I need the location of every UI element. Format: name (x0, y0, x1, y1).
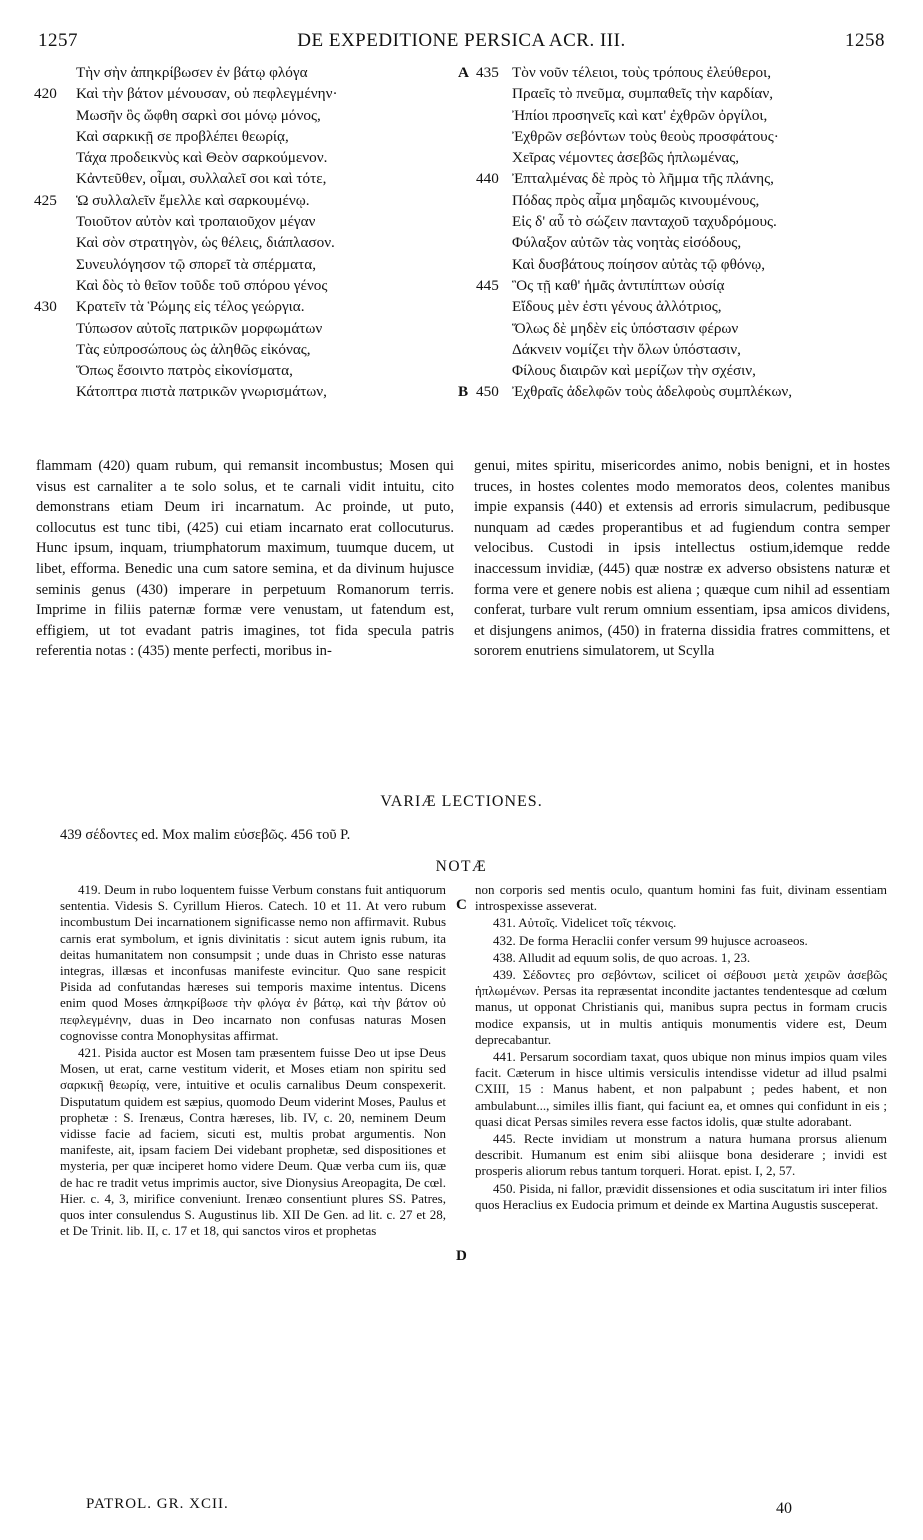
verse-text: Τύπωσον αὐτοῖς πατρικῶν μορφωμάτων (76, 319, 323, 337)
note-paragraph: 419. Deum in rubo loquentem fuisse Verbum constans fuit antiquorum sententia. Videsis S. Cyrillum Hieros. Catech. 10 et 11. At vero rubum incombustum Dei incarnationem significasse nemo non affirmavit. Rubus carnis erat symbolum, et ignis divinitatis : sicut autem ignis rubum, ita deitas humanitatem non consumpsit ; unde duas in Christo esse naturas integras, illæsas et inconfusas manifeste evincitur. Quo sane respicit Pisida ad confutandas hæreses sui temporis maxime intentus. Dicens enim quod Moses ἀπηκρίβωσε τὴν φλόγα ἐν βάτῳ, καὶ τὴν βάτον οὐ πεφλεγμένην, duas in Deo incarnato non confusas naturas Mosen cognovisse contra Monophysitas affirmat. (60, 882, 446, 1043)
verse-text: Ὃς τῇ καθ' ἡμᾶς ἀντιπίπτων οὐσίᾳ (512, 276, 725, 294)
note-paragraph: 432. De forma Heraclii confer versum 99 hujusce acroaseos. (493, 932, 808, 948)
verse-line (458, 168, 898, 189)
verse-text: Καὶ σαρκικῇ σε προβλέπει θεωρίᾳ, (76, 127, 289, 145)
note-paragraph: 431. Αὐτοῖς. Videlicet τοῖς τέκνοις. (493, 915, 677, 931)
verse-column-right (458, 62, 898, 403)
verse-line (36, 232, 456, 253)
verse-column-left (36, 62, 456, 403)
verse-line (36, 105, 456, 126)
note-paragraph: 439. Σέδοντες pro σεβόντων, scilicet οἱ σέβουσι μετὰ χειρῶν ἀσεβῶς ἡπλωμένων. Persas ita repræsentat incondite jactantes tendentesque ad cœlum manus, ut opponat Christianis qui, manibus supra pectus in formam crucis modice expansis, ut in multis antiquis monumentis videre est, Deum deprecabantur. (475, 967, 887, 1047)
verse-text: Τάχα προδεικνὺς καὶ Θεὸν σαρκούμενον. (76, 149, 328, 167)
note-paragraph: 438. Alludit ad equum solis, de quo acroas. 1, 23. (493, 949, 751, 965)
verse-line (458, 339, 898, 360)
verse-line (458, 62, 898, 83)
verse-text: Ἐχθρῶν σεβόντων τοὺς θεοὺς προσφάτους· (512, 127, 779, 145)
verse-line (458, 126, 898, 147)
verse-text: Καὶ τὴν βάτον μένουσαν, οὐ πεφλεγμένην· (76, 85, 338, 103)
verse-number: 450 (476, 383, 499, 401)
verse-number: 445 (476, 276, 499, 294)
verse-line (36, 339, 456, 360)
verse-text: Εἰς δ' αὖ τὸ σώζειν πανταχοῦ ταχυδρόμους. (512, 213, 777, 231)
verse-text: Ἠπίοι προσηνεῖς καὶ κατ' ἐχθρῶν ὀργίλοι, (512, 106, 768, 124)
verse-text: Καὶ δὸς τὸ θεῖον τοῦδε τοῦ σπόρου γένος (76, 276, 328, 294)
verse-line (458, 211, 898, 232)
latin-translation-right (474, 456, 890, 662)
verse-line (458, 254, 898, 275)
notae-title: NOTÆ (435, 858, 488, 875)
margin-mark-c: C (456, 897, 467, 913)
verse-text: Καὶ δυσβάτους ποίησον αὐτὰς τῷ φθόνῳ, (512, 255, 766, 273)
verse-number: 435 (476, 64, 499, 81)
verse-line (458, 275, 898, 296)
verse-line (36, 275, 456, 296)
variae-lectiones-title: VARIÆ LECTIONES. (380, 793, 543, 810)
verse-text: Πραεῖς τὸ πνεῦμα, συμπαθεῖς τὴν καρδίαν, (512, 85, 774, 103)
latin-paragraph: genui, mites spiritu, misericordes animo, nobis benigni, et in hostes truces, in hostes colentes modo memoratos deos, colentes manibus impie expansis (440) et extensis ad erroris simulacrum, pedibusque nunquam ad cædes properantibus et ad fugiendum contra semper velocibus. Custodi in ipsis intellectus ostium,idemque redde inaccessum invidiæ, (445) quæ nostræ ex adverso obsistens naturæ et forma vere et genere nobis est aliena ; quæque cum nihil ad essentiam conferat, turbare vult rerum omnium essentiam, ipsa amicos dividens, et disjungens animos, (450) in fraterna dissidia fratres committens, et sororem enutriens simulatorem, ut Scylla (474, 458, 890, 660)
note-paragraph: 421. Pisida auctor est Mosen tam præsentem fuisse Deo ut ipse Deus Mosen, ut erat, carne vestitum viderit, et Moses etiam non spiritu sed σαρκικῇ θεωρίᾳ, vere, intuitive et oculis carnalibus Deum conspexerit. Disputatum quidem est sæpius, quomodo Deum viderint Moses, Paulus et prophetæ : S. Irenæus, Contra hæreses, lib. IV, c. 20, neminem Deum vidisse facie ad faciem, sicuti est, multis probat argumentis. Non manifeste, ait, ipsam faciem Dei videbant prophetæ, sed dispositiones et mysteria, per quæ inciperet homo videre Deum. Quæ verba cum iis, quæ de hac re tradit vetus imprimis auctor, sive Dionysius Areopagita, De cœl. Hier. c. 4, 3, mirifice conveniunt. Irenæo consentiunt plures SS. Patres, quos inter consulendus S. Augustinus lib. XII De Gen. ad lit. c. 27 et 28, et De Trinit. lib. II, c. 17 et 18, qui sanctos viros et prophetas (60, 1045, 446, 1239)
verse-line (36, 126, 456, 147)
verse-text: Εἴδους μὲν ἐστι γένους ἀλλότριος, (512, 298, 722, 316)
verse-text: Τοιοῦτον αὐτὸν καὶ τροπαιοῦχον μέγαν (76, 213, 316, 231)
footer-signature: 40 (776, 1500, 792, 1517)
note-paragraph: non corporis sed mentis oculo, quantum homini fas fuit, divinam essentiam introspexisse asseverat. (475, 882, 887, 914)
notes-column-right (475, 882, 887, 1214)
latin-translation-left (36, 456, 454, 662)
verse-text: Τὰς εὐπροσώπους ὡς ἀληθῶς εἰκόνας, (76, 340, 311, 358)
verse-text: Πόδας πρὸς αἷμα μηδαμῶς κινουμένους, (512, 191, 760, 209)
verse-text: Συνευλόγησον τῷ σπορεῖ τὰ σπέρματα, (76, 255, 316, 273)
verse-text: Ἐπταλμένας δὲ πρὸς τὸ λῆμμα τῆς πλάνης, (512, 170, 774, 188)
running-title: DE EXPEDITIONE PERSICA ACR. III. (297, 30, 626, 51)
latin-paragraph: flammam (420) quam rubum, qui remansit incombustus; Mosen qui visus est carnaliter a te solo solus, et te carnali vidit intuitu, cito demonstrans etiam Deum iri incarnatum. Ac proinde, ut puto, collocutus est tunc tibi, (425) cui etiam incarnato erat collocuturus. Hunc ipsum, inquam, triumphatorum maximum, tuumque ducem, ut libet, efforma. Benedic una cum satore semina, et da divinum hujusce seminis genus (430) imperare in perpetuum Romanorum terris. Imprime in filiis paternæ formæ vere venustam, ut fatendum est, effigiem, ut tot evadant patris imagines, tot fida specula patris referentia notas : (435) mente perfecti, moribus in- (36, 458, 454, 660)
verse-text: Μωσῆν ὃς ὤφθη σαρκὶ σοι μόνῳ μόνος, (76, 106, 321, 124)
verse-text: Ὅλως δὲ μηδὲν εἰς ὑπόστασιν φέρων (512, 319, 739, 337)
verse-line (36, 190, 456, 211)
verse-number: 440 (476, 170, 499, 188)
verse-text: Κάτοπτρα πιστὰ πατρικῶν γνωρισμάτων, (76, 383, 327, 401)
verse-line (36, 254, 456, 275)
notes-column-left (60, 882, 446, 1240)
note-paragraph: 441. Persarum socordiam taxat, quos ubique non minus impios quam viles facit. Cæterum in hisce ultimis versiculis intendisse videtur ad illud psalmi CXIII, 15 : Manus habent, et non palpabunt ; pedes habent, et non ambulabunt..., similes illis fiant, qui faciunt ea, et omnes qui confidunt in eis ; quasi dicat Persas similes revera esse factos idolis, quæ stulte adorabant. (475, 1049, 887, 1129)
verse-text: Χεῖρας νέμοντες ἀσεβῶς ἡπλωμένας, (512, 149, 740, 167)
verse-number: 420 (34, 85, 57, 103)
verse-text: Ὡ συλλαλεῖν ἔμελλε καὶ σαρκουμένῳ. (76, 191, 310, 209)
verse-line (458, 232, 898, 253)
verse-line (36, 296, 456, 317)
verse-line (458, 105, 898, 126)
verse-text: Δάκνειν νομίζει τὴν ὅλων ὑπόστασιν, (512, 340, 741, 358)
verse-text: Φύλαξον αὐτῶν τὰς νοητὰς εἰσόδους, (512, 234, 742, 252)
verse-text: Κἀντεῦθεν, οἶμαι, συλλαλεῖ σοι καὶ τότε, (76, 170, 327, 188)
verse-line (458, 190, 898, 211)
column-letter-mark: B (458, 383, 469, 401)
verse-line (36, 83, 456, 104)
note-paragraph: 445. Recte invidiam ut monstrum a natura humana prorsus alienum describit. Humanum est enim sibi aliisque bona desiderare ; invidi est prosperis aliorum rebus tantum torqueri. Horat. epist. I, 2, 57. (475, 1131, 887, 1179)
verse-text: Κρατεῖν τὰ Ῥώμης εἰς τέλος γεώργια. (76, 298, 305, 316)
verse-text: Φίλους διαιρῶν καὶ μερίζων τὴν σχέσιν, (512, 362, 756, 380)
verse-line (458, 318, 898, 339)
verse-line (36, 360, 456, 381)
page-number-left: 1257 (38, 30, 78, 51)
verse-line (36, 62, 456, 83)
verse-line (36, 168, 456, 189)
verse-line (36, 318, 456, 339)
verse-line (458, 360, 898, 381)
verse-number: 425 (34, 191, 57, 209)
column-letter-mark: A (458, 64, 469, 81)
verse-line (458, 83, 898, 104)
verse-number: 430 (34, 298, 57, 316)
verse-text: Ἐχθραῖς ἀδελφῶν τοὺς ἀδελφοὺς συμπλέκων, (512, 383, 793, 401)
verse-line (36, 147, 456, 168)
verse-line (458, 296, 898, 317)
margin-mark-d: D (456, 1248, 467, 1264)
verse-line (458, 381, 898, 402)
verse-text: Τὴν σὴν ἀπηκρίβωσεν ἐν βάτῳ φλόγα (76, 64, 308, 81)
note-paragraph: 450. Pisida, ni fallor, prævidit dissensiones et odia suscitatum iri inter filios quos Heraclius ex Eudocia primum et deinde ex Martina Augustis susceperat. (475, 1180, 887, 1212)
verse-text: Τὸν νοῦν τέλειοι, τοὺς τρόπους ἐλεύθεροι, (512, 64, 772, 81)
footer-series: PATROL. GR. XCII. (86, 1496, 229, 1512)
page-number-right: 1258 (845, 30, 885, 51)
verse-text: Ὅπως ἔσοιντο πατρὸς εἰκονίσματα, (76, 362, 293, 380)
verse-text: Καὶ σὸν στρατηγὸν, ὡς θέλεις, διάπλασον. (76, 234, 335, 252)
verse-line (458, 147, 898, 168)
verse-line (36, 211, 456, 232)
verse-line (36, 381, 456, 402)
variae-lectiones-text: 439 σέδοντες ed. Mox malim εὐσεβῶς. 456 τοῦ P. (60, 827, 351, 843)
